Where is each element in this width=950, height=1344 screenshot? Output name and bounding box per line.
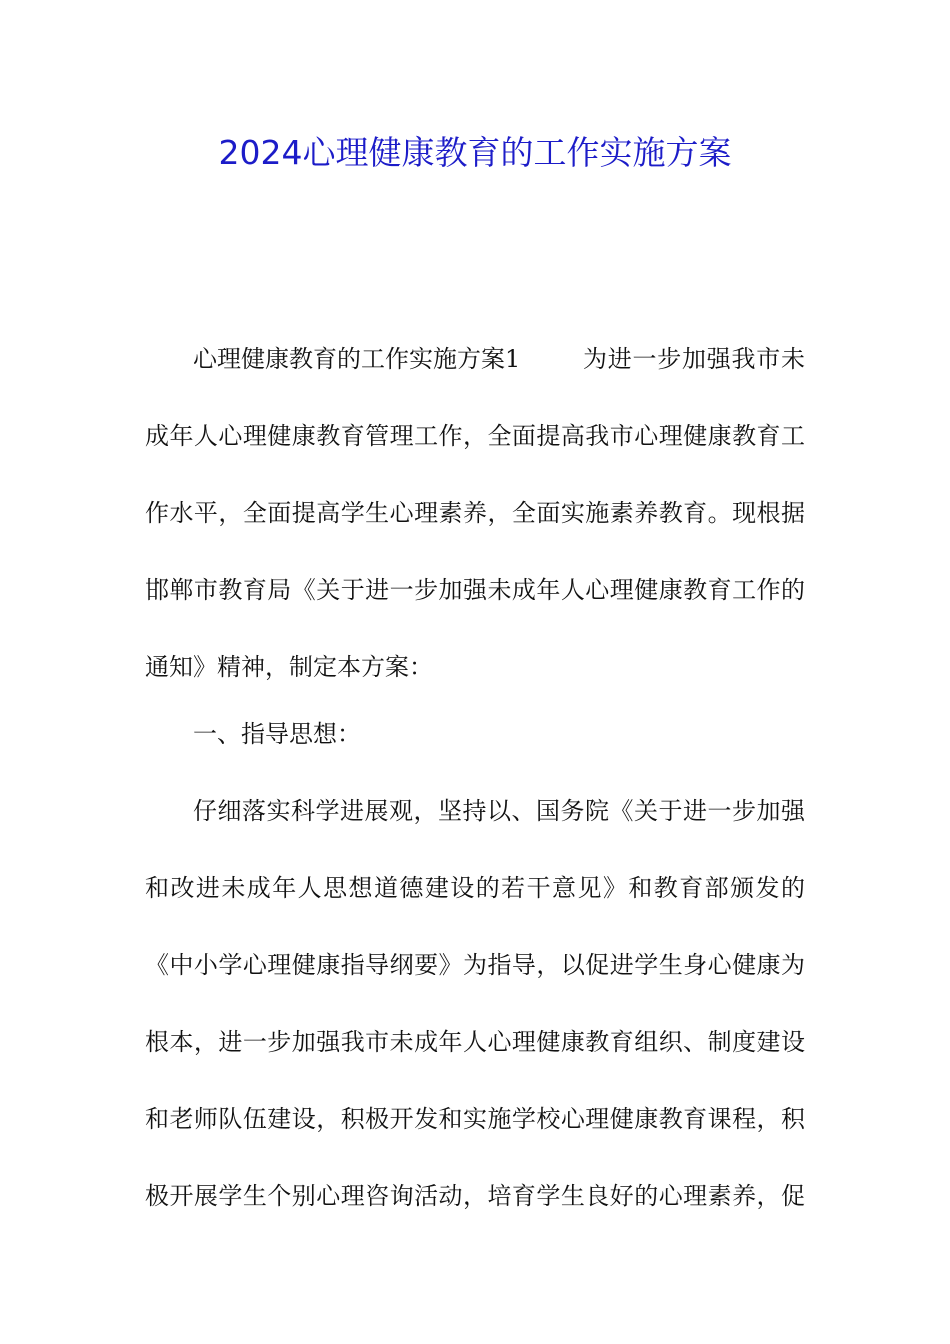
- paragraph-line: 根本，进一步加强我市未成年人心理健康教育组织、制度建设: [145, 1028, 805, 1056]
- paragraph-line: 和老师队伍建设，积极开发和实施学校心理健康教育课程，积: [145, 1105, 805, 1133]
- section-heading-plan-1: 心理健康教育的工作实施方案1: [193, 345, 521, 373]
- paragraph-line: 邯郸市教育局《关于进一步加强未成年人心理健康教育工作的: [145, 576, 805, 604]
- paragraph-line: 仔细落实科学进展观，坚持以、国务院《关于进一步加强: [193, 797, 805, 825]
- paragraph-line: 通知》精神，制定本方案：: [145, 653, 433, 681]
- paragraph-line: 极开展学生个别心理咨询活动，培育学生良好的心理素养，促: [145, 1182, 805, 1210]
- paragraph-line: 作水平，全面提高学生心理素养，全面实施素养教育。现根据: [145, 499, 805, 527]
- paragraph-line: 为进一步加强我市未: [583, 345, 805, 373]
- document-title: 2024心理健康教育的工作实施方案: [218, 133, 732, 172]
- paragraph-line: 《中小学心理健康指导纲要》为指导，以促进学生身心健康为: [145, 951, 805, 979]
- section-heading-guiding-ideology: 一、指导思想：: [193, 720, 361, 748]
- paragraph-line: 成年人心理健康教育管理工作，全面提高我市心理健康教育工: [145, 422, 805, 450]
- paragraph-line: 和改进未成年人思想道德建设的若干意见》和教育部颁发的: [145, 874, 805, 902]
